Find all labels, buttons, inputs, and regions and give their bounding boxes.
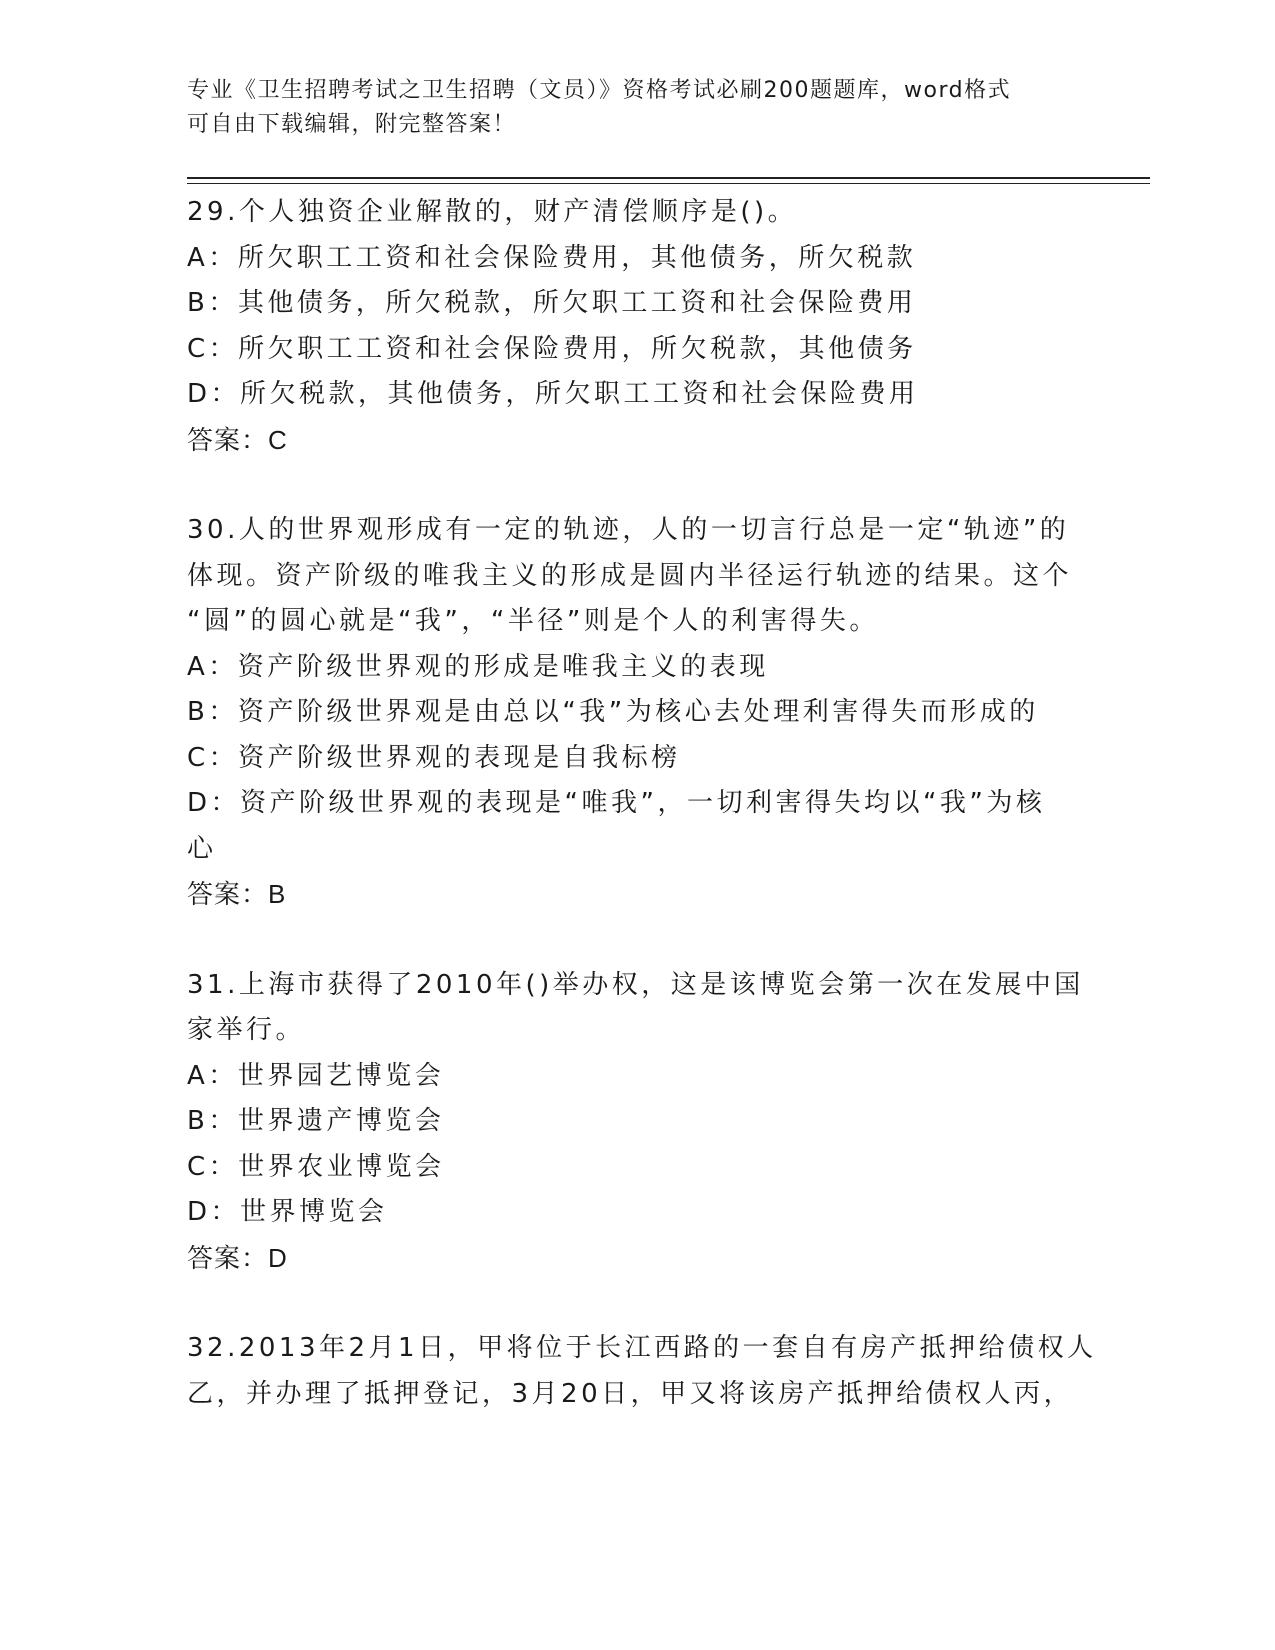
question-29 (187, 190, 1087, 463)
question-stem: 30.人的世界观形成有一定的轨迹，人的一切言行总是一定“轨迹”的 (187, 515, 1070, 545)
question-stem: “圆”的圆心就是“我”，“半径”则是个人的利害得失。 (187, 606, 879, 636)
question-list (187, 190, 1097, 1462)
question-stem: 32.2013年2月1日，甲将位于长江西路的一套自有房产抵押给债权人 (187, 1333, 1097, 1363)
question-stem: 家举行。 (187, 1015, 306, 1045)
option-d: D：世界博览会 (187, 1197, 388, 1227)
option-a: A：世界园艺博览会 (187, 1060, 445, 1091)
document-header (187, 74, 1087, 142)
option-d-continuation: 心 (187, 833, 217, 864)
option-a: A：资产阶级世界观的形成是唯我主义的表现 (187, 651, 769, 682)
answer-label: 答案：D (187, 1242, 288, 1273)
question-30 (187, 508, 1087, 918)
option-b: B：世界遗产博览会 (187, 1106, 445, 1136)
answer-label: 答案：C (187, 424, 288, 455)
header-divider-thick (187, 177, 1150, 179)
header-title-line-2: 可自由下载编辑，附完整答案！ (187, 112, 517, 137)
option-a: A：所欠职工工资和社会保险费用，其他债务，所欠税款 (187, 242, 917, 273)
question-stem: 乙，并办理了抵押登记，3月20日，甲又将该房产抵押给债权人丙， (187, 1378, 1074, 1409)
option-c: C：所欠职工工资和社会保险费用，所欠税款，其他债务 (187, 333, 917, 364)
option-c: C：世界农业博览会 (187, 1151, 445, 1182)
answer-label: 答案：B (187, 879, 287, 909)
option-c: C：资产阶级世界观的表现是自我标榜 (187, 742, 681, 773)
question-31 (187, 963, 1087, 1282)
question-stem: 31.上海市获得了2010年()举办权，这是该博览会第一次在发展中国 (187, 969, 1084, 1000)
header-title-line-1: 专业《卫生招聘考试之卫生招聘（文员）》资格考试必刷200题题库，word格式 (187, 78, 1012, 103)
question-stem: 29.个人独资企业解散的，财产清偿顺序是()。 (187, 197, 798, 227)
question-stem: 体现。资产阶级的唯我主义的形成是圆内半径运行轨迹的结果。这个 (187, 560, 1073, 591)
option-b: B：其他债务，所欠税款，所欠职工工资和社会保险费用 (187, 288, 917, 318)
option-d: D：所欠税款，其他债务，所欠职工工资和社会保险费用 (187, 379, 919, 409)
header-divider-thin (187, 183, 1150, 184)
option-d: D：资产阶级世界观的表现是“唯我”，一切利害得失均以“我”为核 (187, 788, 1046, 818)
question-32 (187, 1326, 1097, 1417)
option-b: B：资产阶级世界观是由总以“我”为核心去处理利害得失而形成的 (187, 697, 1039, 727)
